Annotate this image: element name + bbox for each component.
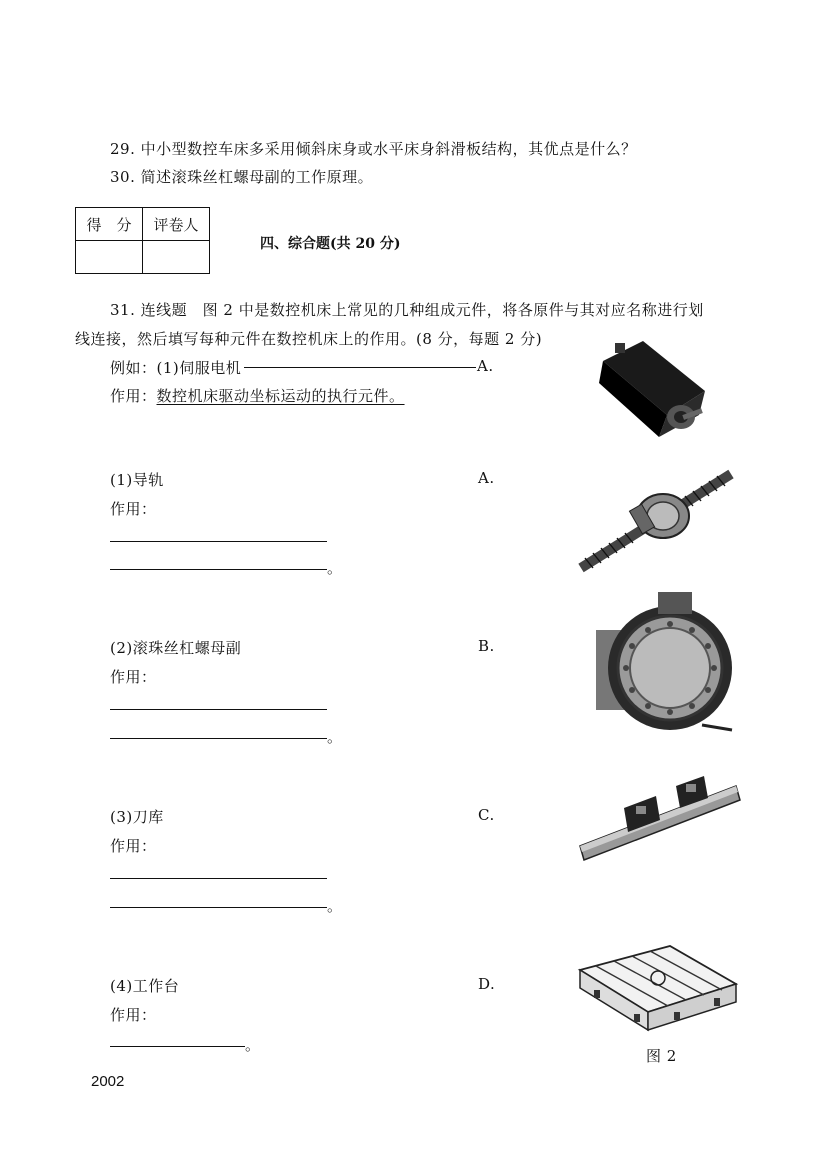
question-30: 30. 简述滚珠丝杠螺母副的工作原理。 [110, 168, 374, 186]
item-3-letter: C. [478, 806, 495, 824]
ball-screw-image [575, 468, 735, 576]
question-31-line2: 线连接，然后填写每种元件在数控机床上的作用。(8 分，每题 2 分) [75, 330, 543, 348]
item-4-period: 。 [245, 1036, 261, 1054]
item-4-name: (4)工作台 [110, 977, 180, 995]
score-cell[interactable] [76, 241, 143, 274]
item-3-function-label: 作用： [110, 837, 157, 855]
item-2-answer-line-1[interactable] [110, 709, 327, 710]
section-title: 四、综合题(共 20 分) [260, 236, 401, 252]
item-2-period: 。 [327, 728, 343, 746]
item-2-name: (2)滚珠丝杠螺母副 [110, 639, 242, 657]
item-3-answer-line-2[interactable] [110, 907, 327, 908]
question-29: 29. 中小型数控车床多采用倾斜床身或水平床身斜滑板结构，其优点是什么？ [110, 140, 637, 158]
item-2-answer-line-2[interactable] [110, 738, 327, 739]
item-1-answer-line-2[interactable] [110, 569, 327, 570]
grader-header: 评卷人 [143, 208, 210, 241]
item-1-period: 。 [327, 559, 343, 577]
servo-motor-image [595, 333, 710, 443]
item-4-function-label: 作用： [110, 1006, 157, 1024]
item-4-answer-line-1[interactable] [110, 1046, 245, 1047]
item-3-name: (3)刀库 [110, 808, 164, 826]
item-3-answer-line-1[interactable] [110, 878, 327, 879]
example-prefix: 例如：(1)伺服电机 [110, 359, 242, 377]
example-letter: A. [477, 357, 494, 375]
score-table [75, 207, 210, 274]
tool-magazine-image [592, 590, 738, 740]
grader-cell[interactable] [143, 241, 210, 274]
item-1-name: (1)导轨 [110, 471, 164, 489]
worktable-image [574, 940, 740, 1038]
item-1-answer-line-1[interactable] [110, 541, 327, 542]
example-function-text: 数控机床驱动坐标运动的执行元件。 [156, 387, 405, 405]
example-connect-line [244, 367, 476, 368]
score-header: 得 分 [76, 208, 143, 241]
figure-caption: 图 2 [646, 1047, 677, 1065]
item-2-letter: B. [478, 637, 495, 655]
item-4-letter: D. [478, 975, 496, 993]
item-1-letter: A. [478, 469, 495, 487]
question-31-line1: 31. 连线题 图 2 中是数控机床上常见的几种组成元件，将各原件与其对应名称进行划 [110, 301, 704, 319]
linear-guide-image [576, 768, 744, 866]
example-function-label: 作用： [110, 387, 157, 405]
item-1-function-label: 作用： [110, 500, 157, 518]
item-2-function-label: 作用： [110, 668, 157, 686]
footer-code: 2002 [91, 1073, 125, 1090]
item-3-period: 。 [327, 897, 343, 915]
